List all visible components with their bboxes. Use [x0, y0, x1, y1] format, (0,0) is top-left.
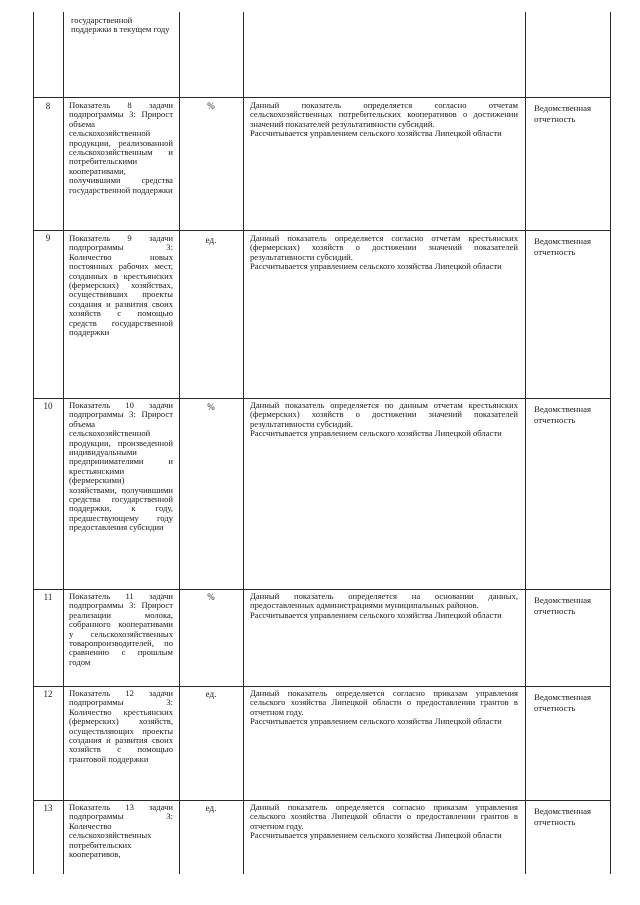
row-separator	[33, 686, 611, 687]
table-border-right	[610, 12, 611, 874]
calculation-method	[250, 592, 518, 620]
calculation-method	[250, 689, 518, 727]
row-separator	[33, 398, 611, 399]
row-number: 8	[45, 101, 51, 111]
method-text: Данный показатель определяется по данным отчетам крестьянских (фермерских) хозяйств о достижении значений показателей результативности субсидий.	[250, 400, 518, 429]
data-source: Ведомственная отчетность	[534, 404, 592, 425]
method-text: Данный показатель определяется согласно отчетам сельскохозяйственных потребительских кооперативов о достижении значений показателей результативности субсидий.	[250, 100, 518, 129]
calculation-method	[250, 234, 518, 272]
table-border-left	[33, 12, 34, 874]
row-number: 11	[43, 592, 53, 602]
method-text: Данный показатель определяется согласно отчетам крестьянских (фермерских) хозяйств о достижении значений показателей результативности субсидий.	[250, 233, 518, 262]
row-separator	[33, 800, 611, 801]
unit-of-measure: ед.	[205, 235, 217, 245]
method-responsible: Рассчитывается управлением сельского хозяйства Липецкой области	[250, 609, 502, 620]
data-source: Ведомственная отчетность	[534, 595, 592, 616]
column-divider-3	[243, 12, 244, 874]
data-source: Ведомственная отчетность	[534, 692, 592, 713]
unit-of-measure: %	[207, 592, 215, 602]
column-divider-4	[525, 12, 526, 874]
method-responsible: Рассчитывается управлением сельского хозяйства Липецкой области	[250, 128, 502, 139]
method-responsible: Рассчитывается управлением сельского хозяйства Липецкой области	[250, 830, 502, 841]
calculation-method	[250, 401, 518, 439]
method-text: Данный показатель определяется согласно приказам управления сельского хозяйства Липецкой области о предоставлении грантов в отчетном году.	[250, 688, 518, 717]
row-number: 10	[43, 401, 53, 411]
indicator-name: Показатель 11 задачи подпрограммы 3: Прирост реализации молока, собранного кооперативами у сельскохозяйственных товаропроизводителей, по сравнению с прошлым годом	[69, 591, 173, 667]
column-divider-1	[63, 12, 64, 874]
indicator-name: Показатель 9 задачи подпрограммы 3: Количество новых постоянных рабочих мест, созданных в крестьянских (фермерских) хозяйствах, осуществивших проекты создания и развития своих хозяйств с помощью средств государственной поддержки	[69, 233, 173, 338]
row-number: 13	[43, 803, 53, 813]
calculation-method	[250, 803, 518, 841]
indicator-name: Показатель 13 задачи подпрограммы 3: Количество сельскохозяйственных потребительских кооперативов,	[69, 802, 173, 860]
indicator-name: Показатель 8 задачи подпрограммы 3: Прирост объема сельскохозяйственной продукции, реализованной сельскохозяйственным и потребительскими кооперативами, получившими средства государственной поддержки	[69, 100, 173, 195]
indicator-name: Показатель 10 задачи подпрограммы 3: Прирост объема сельскохозяйственной продукции, произведенной индивидуальными предпринимателями и крестьянскими (фермерскими) хозяйствами, получившими средства государственной поддержки, к году, предшествующему году предоставления субсидии	[69, 400, 173, 533]
data-source: Ведомственная отчетность	[534, 103, 592, 124]
row-number: 12	[43, 689, 53, 699]
method-responsible: Рассчитывается управлением сельского хозяйства Липецкой области	[250, 428, 502, 439]
method-text: Данный показатель определяется согласно приказам управления сельского хозяйства Липецкой области о предоставлении грантов в отчетном году.	[250, 802, 518, 831]
indicator-name: Показатель 12 задачи подпрограммы 3: Количество крестьянских (фермерских) хозяйств, осуществляющих проекты создания и развития своих хозяйств с помощью грантовой поддержки	[69, 688, 173, 764]
row-separator	[33, 589, 611, 590]
calculation-method	[250, 101, 518, 139]
row-separator	[33, 97, 611, 98]
unit-of-measure: %	[207, 101, 215, 111]
row-separator	[33, 230, 611, 231]
method-text: Данный показатель определяется на основании данных, предоставленных администрациями муниципальных районов.	[250, 591, 518, 611]
unit-of-measure: %	[207, 402, 215, 412]
method-responsible: Рассчитывается управлением сельского хозяйства Липецкой области	[250, 261, 502, 272]
column-divider-2	[179, 12, 180, 874]
row-number: 9	[45, 233, 51, 243]
unit-of-measure: ед.	[205, 803, 217, 813]
indicator-name: государственной поддержки в текущем году	[71, 15, 170, 35]
unit-of-measure: ед.	[205, 689, 217, 699]
data-source: Ведомственная отчетность	[534, 236, 592, 257]
method-responsible: Рассчитывается управлением сельского хозяйства Липецкой области	[250, 716, 502, 727]
data-source: Ведомственная отчетность	[534, 806, 592, 827]
